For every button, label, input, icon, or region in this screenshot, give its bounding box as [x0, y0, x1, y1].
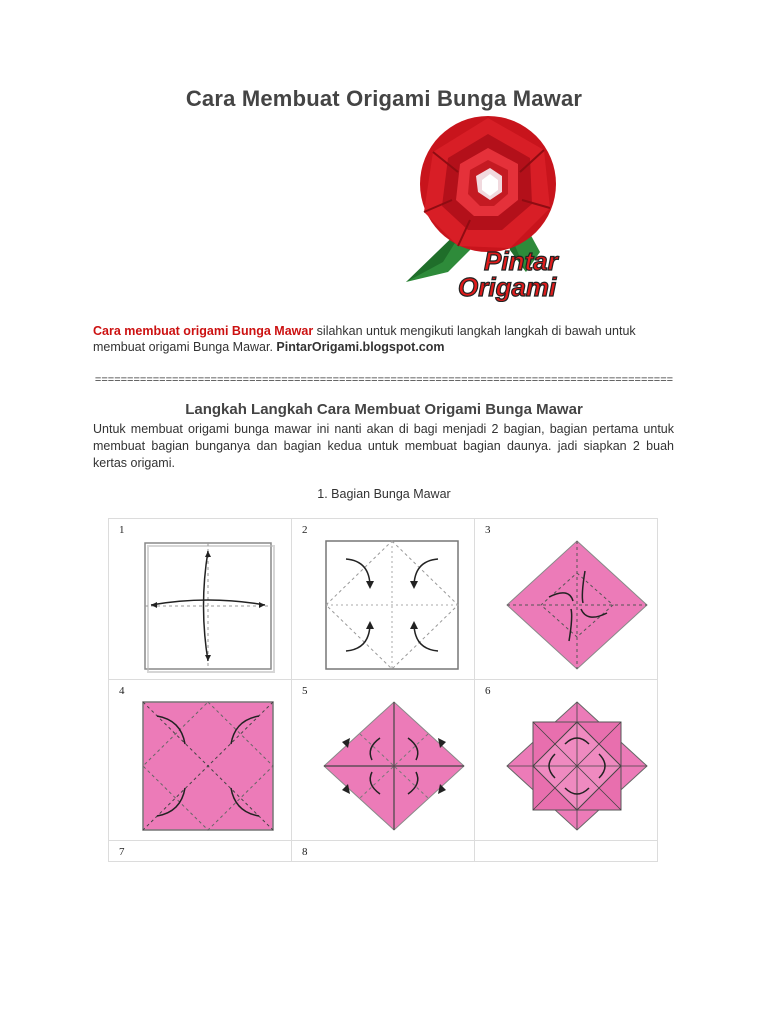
blog-link[interactable]: PintarOrigami.blogspot.com — [276, 340, 445, 354]
step-number: 5 — [302, 685, 308, 697]
rose-origami-image — [398, 112, 578, 302]
step-4-diagram — [137, 698, 285, 838]
step-cell — [109, 680, 292, 841]
step-cell — [475, 680, 658, 841]
intro-highlight: Cara membuat origami Bunga Mawar — [93, 324, 314, 338]
logo-text-origami: Origami — [458, 272, 557, 302]
step-3-diagram — [503, 537, 651, 677]
step-cell — [109, 841, 292, 862]
steps-table — [108, 518, 658, 862]
step-cell — [109, 519, 292, 680]
step-cell — [292, 680, 475, 841]
step-6-diagram — [503, 698, 651, 838]
step-number: 1 — [119, 524, 125, 536]
section-label: 1. Bagian Bunga Mawar — [317, 487, 451, 501]
step-number: 4 — [119, 685, 125, 697]
step-cell — [292, 841, 475, 862]
step-number: 2 — [302, 524, 308, 536]
step-number: 8 — [302, 846, 308, 858]
intro-text: silahkan untuk mengikuti langkah langkah di bawah untuk membuat origami Bunga Mawar. — [93, 324, 636, 354]
logo-text-pintar: Pintar — [484, 246, 558, 276]
page-title: Cara Membuat Origami Bunga Mawar — [185, 86, 583, 111]
description-paragraph: Untuk membuat origami bunga mawar ini nanti akan di bagi menjadi 2 bagian, bagian pertama untuk membuat bagian bunganya dan bagian kedua untuk membuat bagian daunya. jadi siapkan 2 buah kertas origami. — [93, 422, 674, 470]
step-2-diagram — [320, 537, 468, 677]
step-cell — [292, 519, 475, 680]
step-number: 3 — [485, 524, 491, 536]
step-number: 7 — [119, 846, 125, 858]
step-5-diagram — [320, 698, 468, 838]
step-number: 6 — [485, 685, 491, 697]
step-cell-empty — [475, 841, 658, 862]
intro-paragraph — [93, 323, 673, 355]
separator-line: ========================================================================================== — [94, 374, 674, 386]
section-heading: Langkah Langkah Cara Membuat Origami Bunga Mawar — [185, 401, 583, 418]
step-cell — [475, 519, 658, 680]
step-1-diagram — [137, 537, 285, 677]
